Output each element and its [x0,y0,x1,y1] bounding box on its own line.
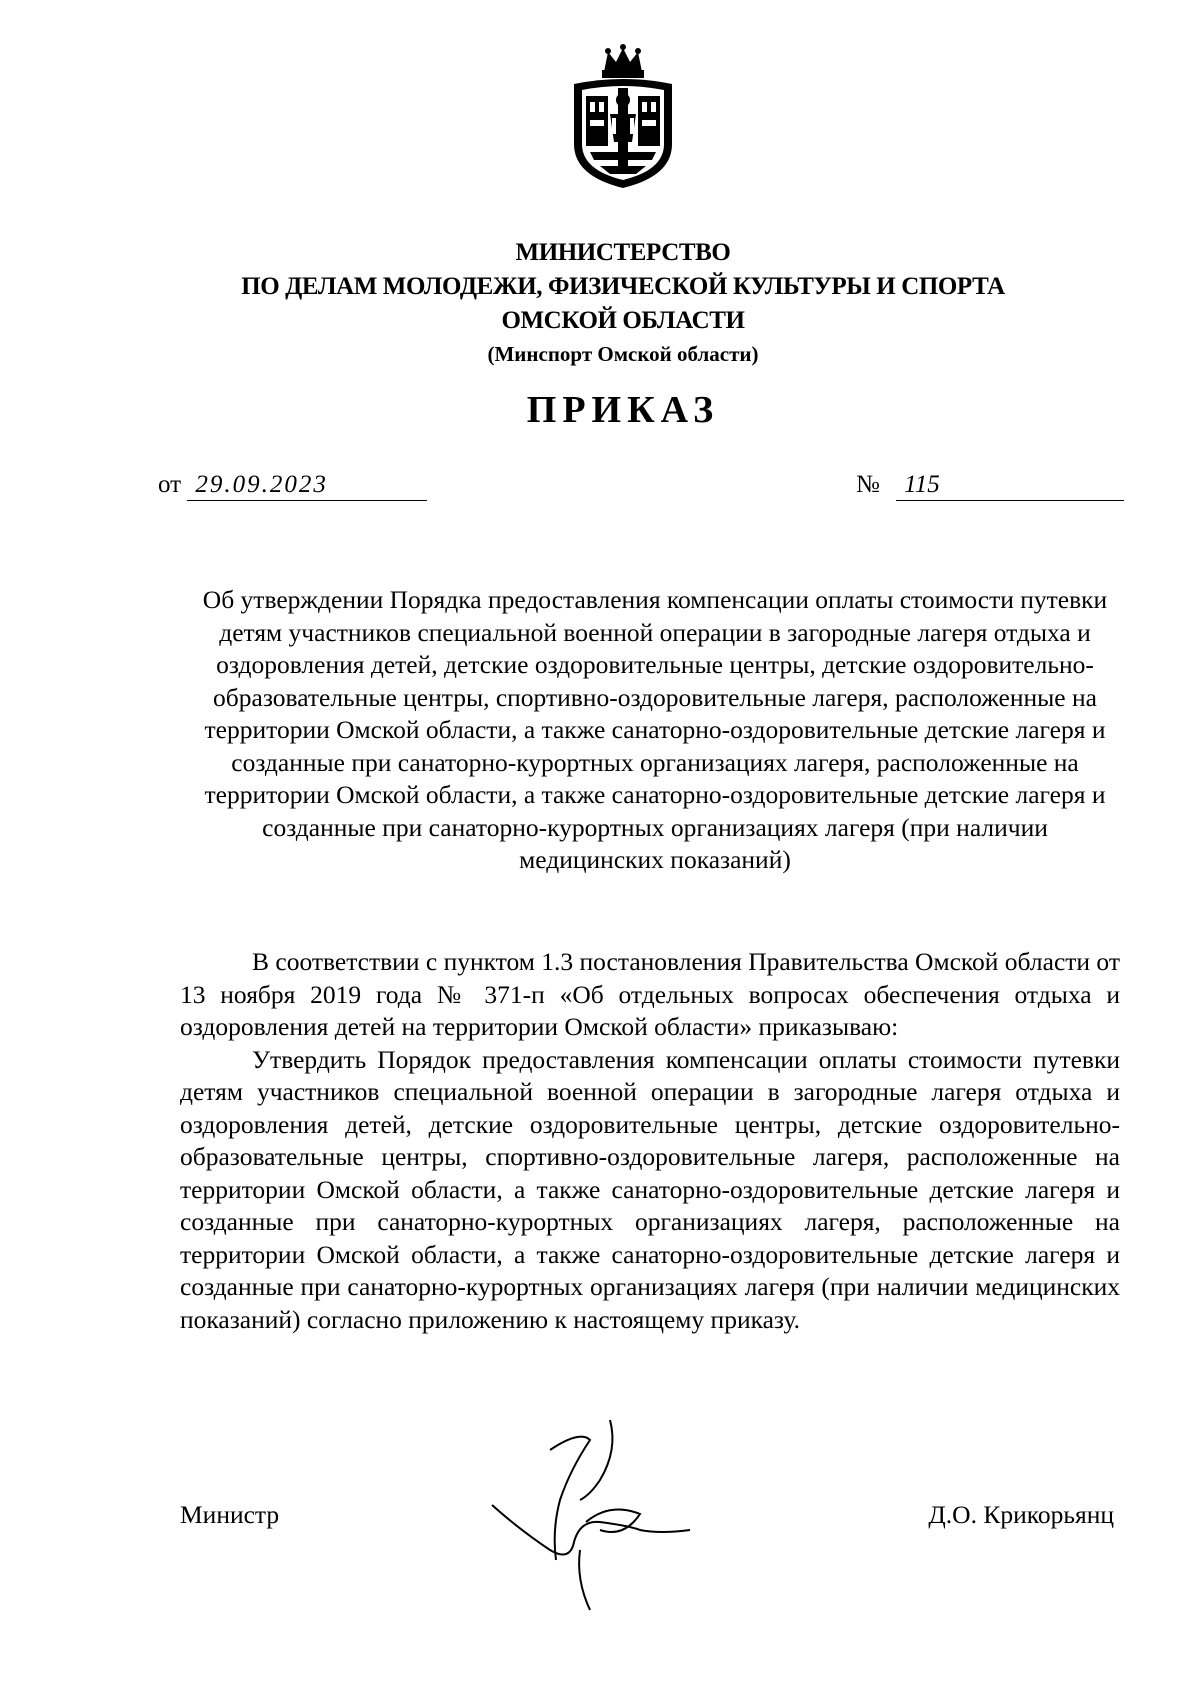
org-name-line-2: ПО ДЕЛАМ МОЛОДЕЖИ, ФИЗИЧЕСКОЙ КУЛЬТУРЫ И СПОРТА [241,273,1005,300]
org-name-line-1: МИНИСТЕРСТВО [515,239,731,266]
number-prefix: № [856,471,880,498]
document-date [158,470,427,501]
org-abbreviation: (Минспорт Омской области) [487,342,759,366]
handwritten-signature [490,1410,700,1630]
number-value: 115 [896,470,1124,501]
body-paragraph-2: Утвердить Порядок предоставления компенсации оплаты стоимости путевки детям участников специальной военной операции в загородные лагеря отдыха и оздоровления детей, детские оздоровительные центры, детские оздоровительно-образовательные центры, спортивно-оздоровительные лагеря, расположенные на территории Омской области, а также санаторно-оздоровительные детские лагеря и созданные при санаторно-курортных организациях лагеря, расположенные на территории Омской области, а также санаторно-оздоровительные детские лагеря и созданные при санаторно-курортных организациях лагеря (при наличии медицинских показаний) согласно приложению к настоящему приказу. [180,1044,1120,1334]
document-subject [190,584,1120,877]
document-number [856,470,1124,501]
date-prefix: от [158,471,182,498]
org-name-line-3: ОМСКОЙ ОБЛАСТИ [501,307,745,334]
coat-of-arms-emblem [566,44,680,190]
signer-role: Министр [180,1500,280,1529]
organization-header [0,236,1200,370]
signer-name: Д.О. Крикорьянц [928,1500,1114,1529]
subject-text: Об утверждении Порядка предоставления компенсации оплаты стоимости путевки детям участников специальной военной операции в загородные лагеря отдыха и оздоровления детей, детские оздоровительные центры, детские оздоровительно-образовательные центры, спортивно-оздоровительные лагеря, расположенные на территории Омской области, а также санаторно-оздоровительные детские лагеря и созданные при санаторно-курортных организациях лагеря, расположенные на территории Омской области, а также санаторно-оздоровительные детские лагеря и созданные при санаторно-курортных организациях лагеря (при наличии медицинских показаний) [202,585,1108,874]
date-value: 29.09.2023 [187,470,427,501]
document-body [180,946,1120,1336]
document-type-title: ПРИКАЗ [526,389,720,431]
body-paragraph-1: В соответствии с пунктом 1.3 постановления Правительства Омской области от 13 ноября 2019 года № 371-п «Об отдельных вопросах обеспечения отдыха и оздоровления детей на территории Омской области» приказываю: [180,947,1120,1041]
